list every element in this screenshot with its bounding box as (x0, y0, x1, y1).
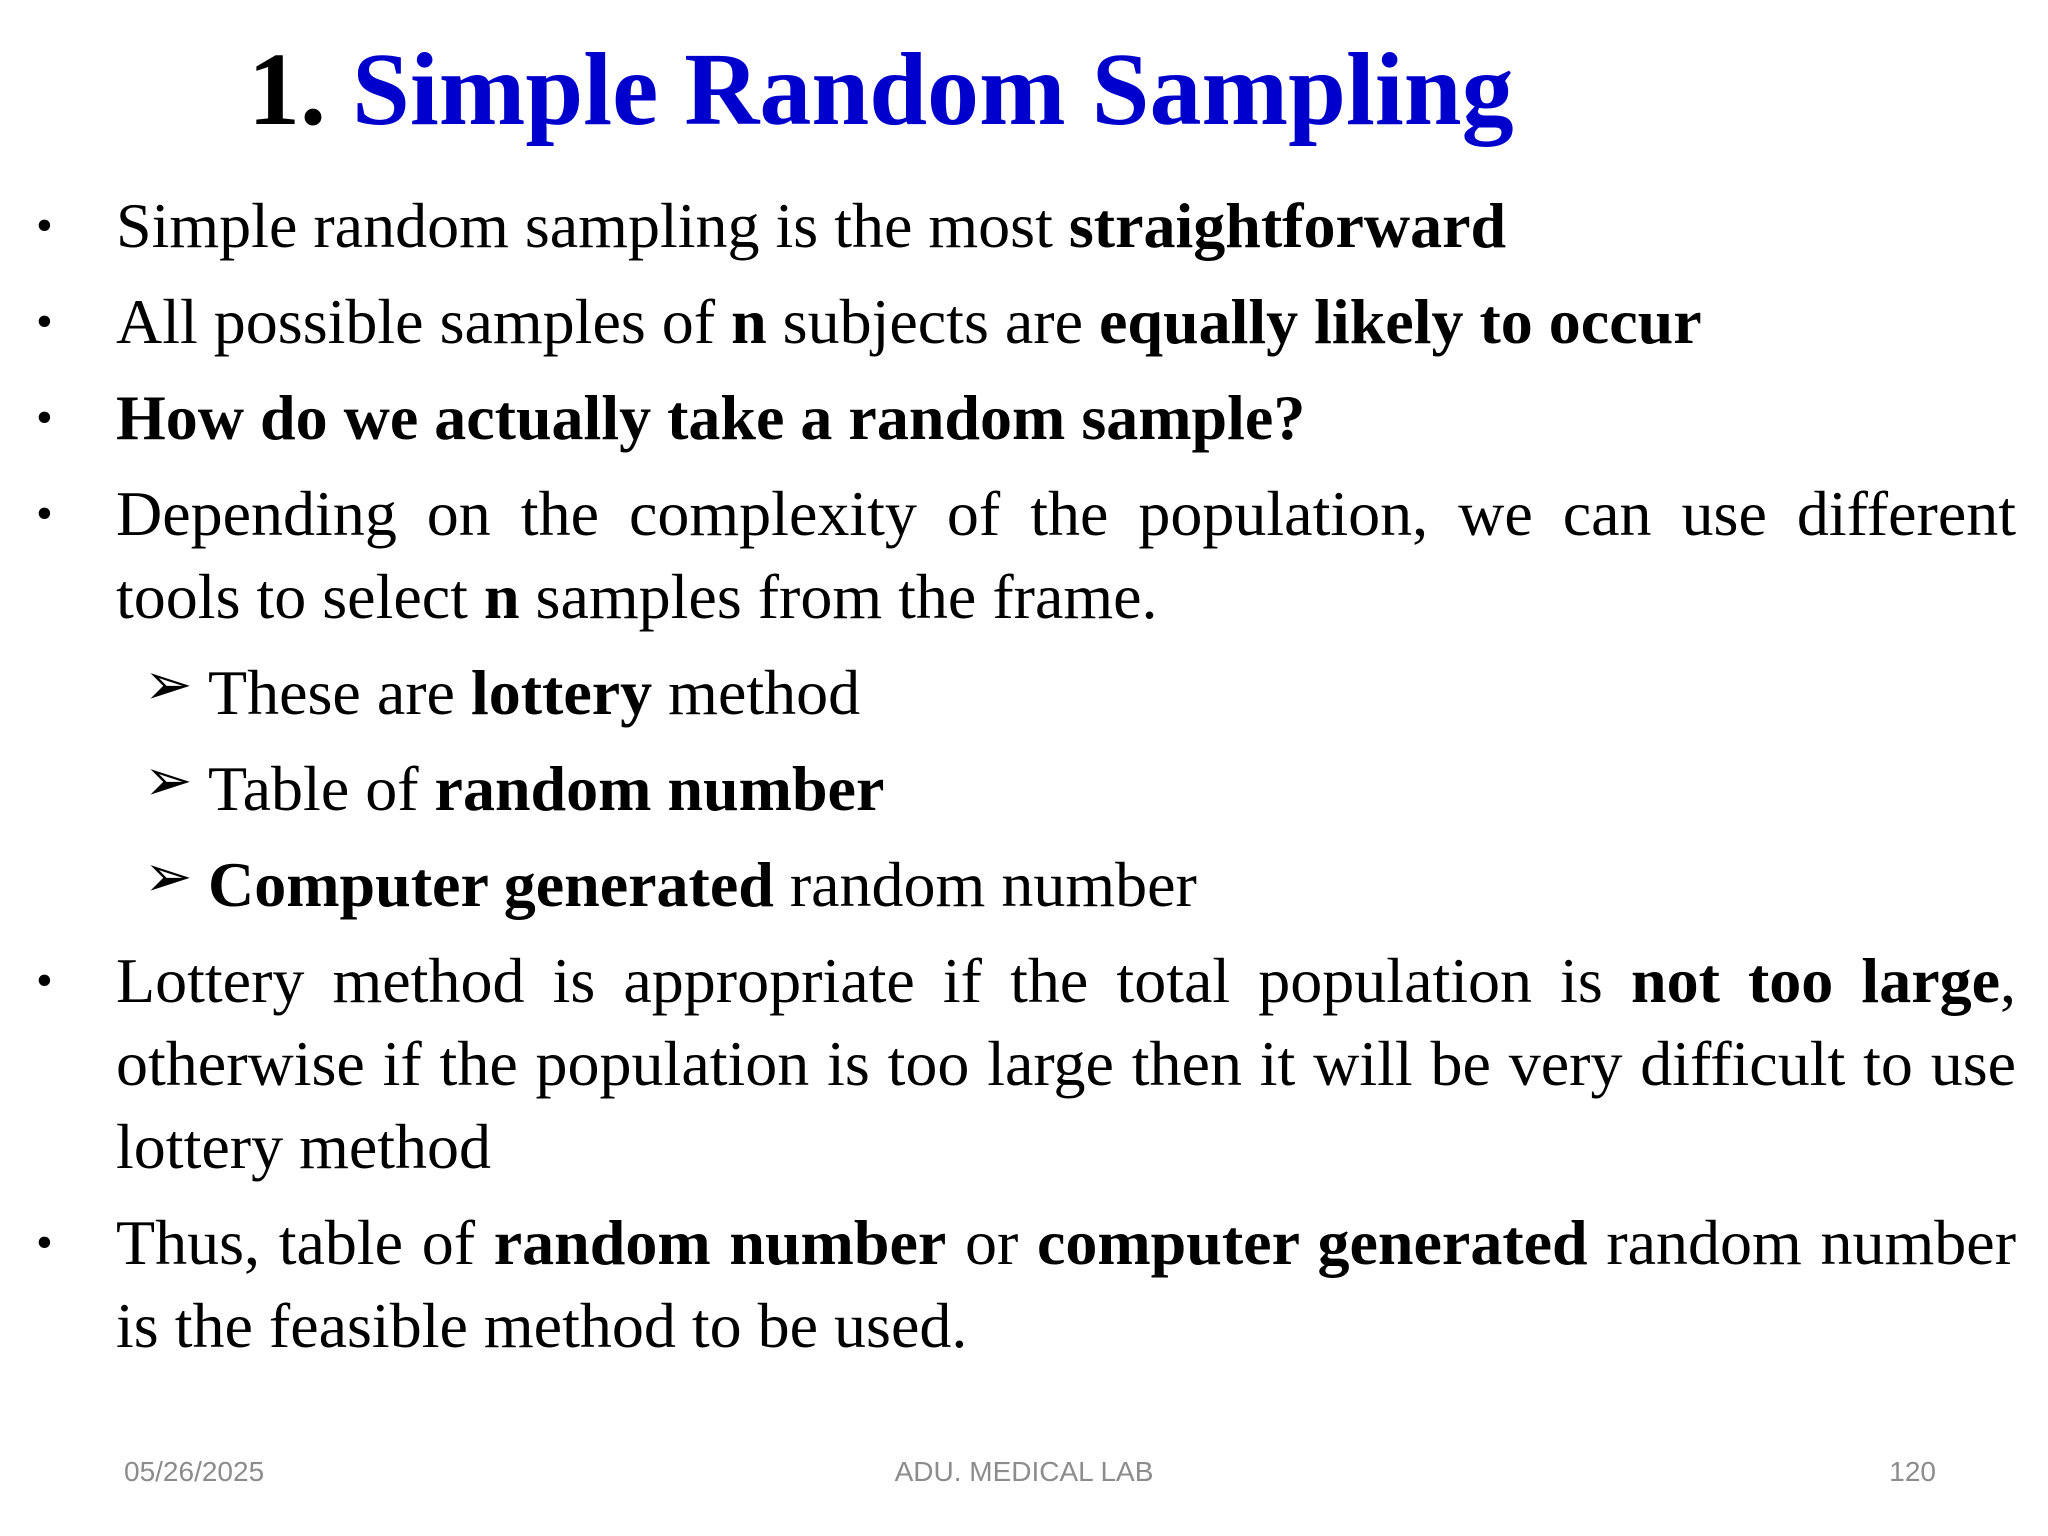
bullet-dot-icon: • (36, 954, 53, 1007)
bullet-text: Table of (208, 753, 435, 824)
bullet-text: method (652, 657, 861, 728)
title-number: 1. (248, 32, 326, 147)
bullet-text: Simple random sampling is the most (116, 190, 1069, 261)
bullet-emphasis: How do we actually take a random sample? (116, 382, 1306, 453)
bullet-text: All possible samples of (116, 286, 732, 357)
bullet-item (36, 280, 2016, 363)
bullet-emphasis: straightforward (1068, 190, 1507, 261)
bullet-emphasis: lottery (470, 657, 653, 728)
bullet-emphasis: n (731, 286, 767, 357)
title-text: Simple Random Sampling (352, 32, 1514, 147)
bullet-text: Thus, table of (116, 1207, 494, 1278)
footer-date: 05/26/2025 (124, 1456, 265, 1487)
bullet-emphasis: random number (434, 753, 885, 824)
bullet-text: , otherwise if the population is too large then it will be very difficult to use lottery method (116, 945, 2017, 1182)
bullet-emphasis: equally likely to occur (1098, 286, 1702, 357)
bullet-item (36, 939, 2016, 1188)
arrowhead-bullet-icon: ➢ (144, 650, 193, 718)
bullet-text: Lottery method is appropriate if the total population is (116, 945, 1631, 1016)
bullet-text: samples from the frame. (519, 561, 1158, 632)
bullet-emphasis: not too large (1630, 945, 2001, 1016)
bullet-dot-icon: • (36, 199, 53, 252)
sub-bullet-group (36, 651, 2016, 926)
bullet-dot-icon: • (36, 391, 53, 444)
bullet-text: random number (773, 849, 1197, 920)
bullet-text: These are (208, 657, 471, 728)
bullet-item (36, 184, 2016, 267)
bullet-emphasis: n (483, 561, 520, 632)
bullet-text: subjects are (766, 286, 1099, 357)
bullet-emphasis: Computer generated (208, 849, 774, 920)
page-number: 120 (1889, 1456, 1936, 1487)
bullet-item (36, 1201, 2016, 1367)
footer-label: ADU. MEDICAL LAB (894, 1456, 1154, 1487)
arrowhead-bullet-icon: ➢ (144, 746, 193, 814)
bullet-item (36, 376, 2016, 459)
sub-bullet-item (36, 651, 2016, 734)
bullet-dot-icon: • (36, 1216, 53, 1269)
sub-bullet-item (36, 747, 2016, 830)
bullet-text: random number is the feasible method to be used. (116, 1207, 2016, 1361)
sub-bullet-item (36, 843, 2016, 926)
bullet-text: Depending on the complexity of the population, we can use different tools to select (116, 478, 2016, 632)
bullet-dot-icon: • (36, 487, 53, 540)
slide-title (248, 20, 1514, 160)
bullet-emphasis: computer generated (1036, 1207, 1588, 1278)
arrowhead-bullet-icon: ➢ (144, 842, 193, 910)
sub-bullet-list (36, 651, 2016, 926)
bullet-list (36, 184, 2016, 1380)
bullet-emphasis: random number (493, 1207, 947, 1278)
bullet-item (36, 472, 2016, 638)
bullet-text: or (946, 1207, 1037, 1278)
bullet-dot-icon: • (36, 295, 53, 348)
